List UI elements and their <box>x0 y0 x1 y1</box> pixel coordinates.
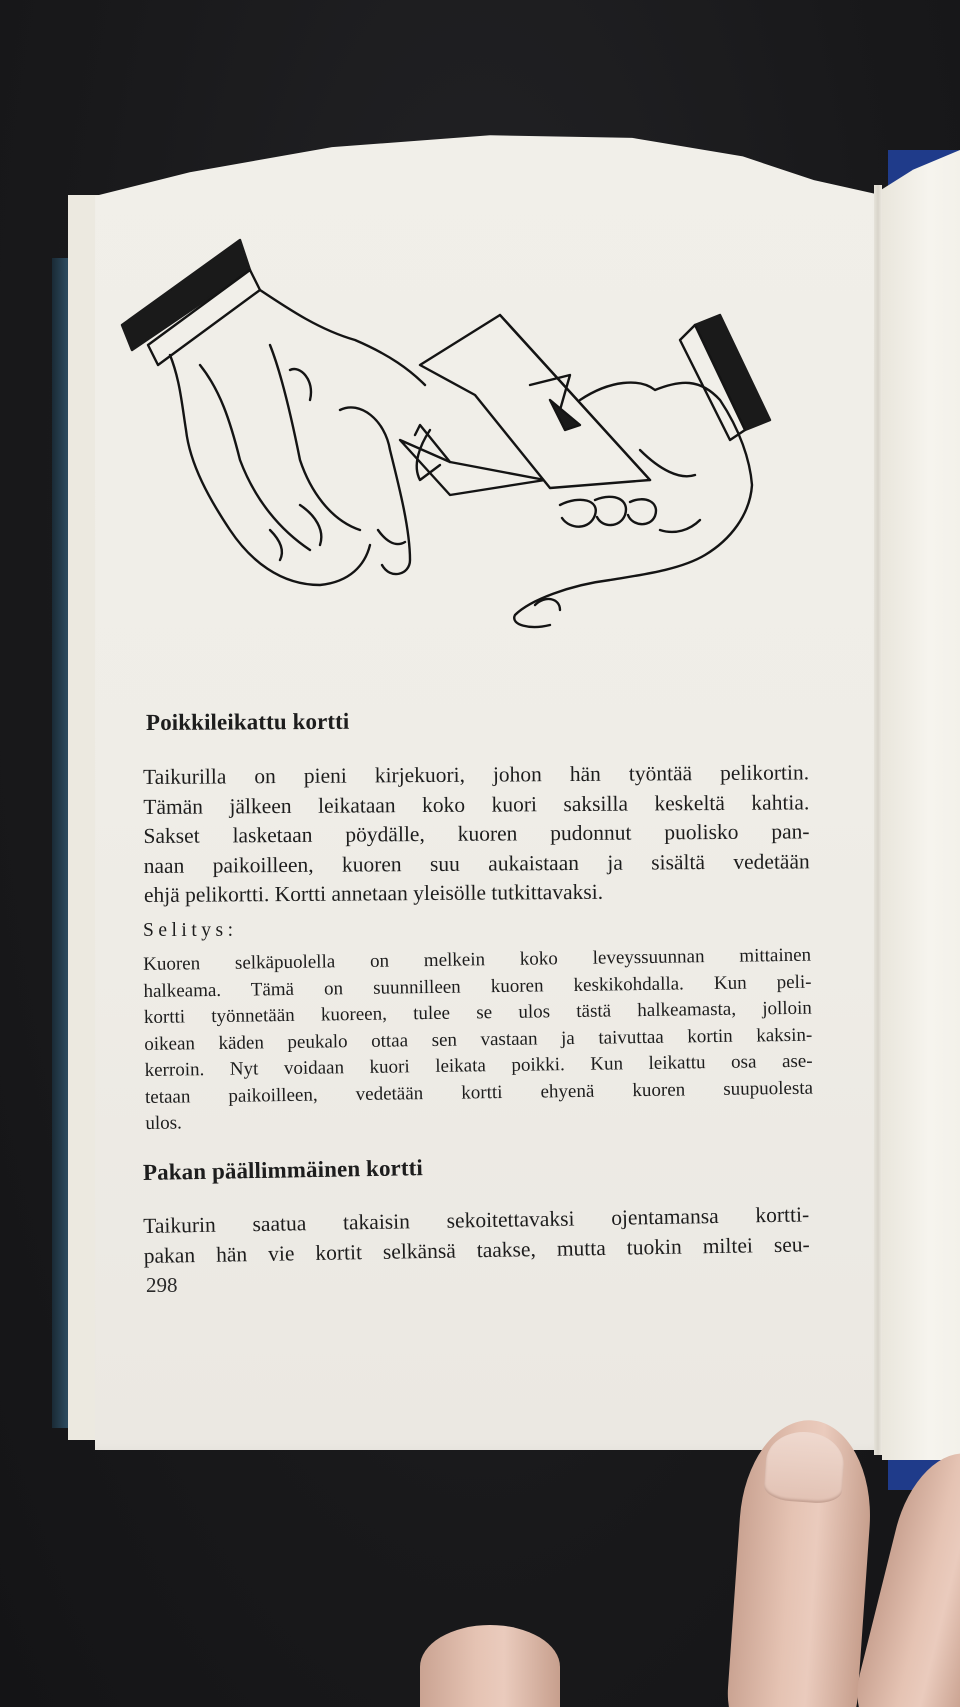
page-number: 298 <box>146 1273 178 1297</box>
explanation-line: kerroin. Nyt voidaan kuori leikata poikki. Kun leikattu osa ase- <box>144 1050 813 1081</box>
paragraph-line: ehjä pelikortti. Kortti annetaan yleisölle tutkittavaksi. <box>143 879 604 907</box>
section-paragraph <box>143 1200 810 1271</box>
explanation-line: halkeama. Tämä on suunnilleen kuoren keskikohdalla. Kun peli- <box>143 971 812 1002</box>
book-gutter <box>874 185 882 1455</box>
section-poikkileikattu-kortti <box>146 710 806 736</box>
explanation-line: oikean käden peukalo ottaa sen vastaan ja taivuttaa kortin kaksin- <box>144 1024 813 1055</box>
paragraph-line: Taikurilla on pieni kirjekuori, johon hän työntää pelikortin. <box>143 760 810 789</box>
section-heading: Poikkileikattu kortti <box>145 708 350 735</box>
explanation-paragraph <box>143 943 814 1138</box>
paragraph-line: Tämän jälkeen leikataan koko kuori saksilla keskeltä kahtia. <box>143 789 810 819</box>
explanation-line: Kuoren selkäpuolella on melkein koko leveyssuunnan mittainen <box>143 944 812 975</box>
finger-bottom <box>420 1625 560 1707</box>
section-heading: Pakan päällimmäinen kortti <box>142 1155 424 1185</box>
paragraph-line: naan paikoilleen, kuoren suu aukaistaan ja sisältä vedetään <box>143 848 810 878</box>
explanation-label: Selitys: <box>143 920 238 941</box>
section-pakan-paallimmainen-kortti <box>142 1155 803 1186</box>
paragraph-line: Taikurin saatua takaisin sekoitettavaksi ojentamansa kortti- <box>143 1202 810 1238</box>
paragraph-line: pakan hän vie kortit selkänsä taakse, mutta tuokin miltei seu- <box>143 1231 810 1268</box>
explanation-line: ulos. <box>145 1112 182 1134</box>
paragraph-line: Sakset lasketaan pöydälle, kuoren pudonnut puolisko pan- <box>143 819 810 848</box>
explanation-line: tetaan paikoilleen, vedetään kortti ehyenä kuoren suupuolesta <box>144 1077 814 1108</box>
book-page-right <box>882 150 960 1460</box>
section-paragraph <box>143 758 810 910</box>
fingernail <box>763 1429 846 1504</box>
explanation-line: kortti työnnetään kuoreen, tulee se ulos tästä halkeamasta, jolloin <box>143 997 812 1028</box>
hands-scissors-illustration <box>120 230 840 690</box>
